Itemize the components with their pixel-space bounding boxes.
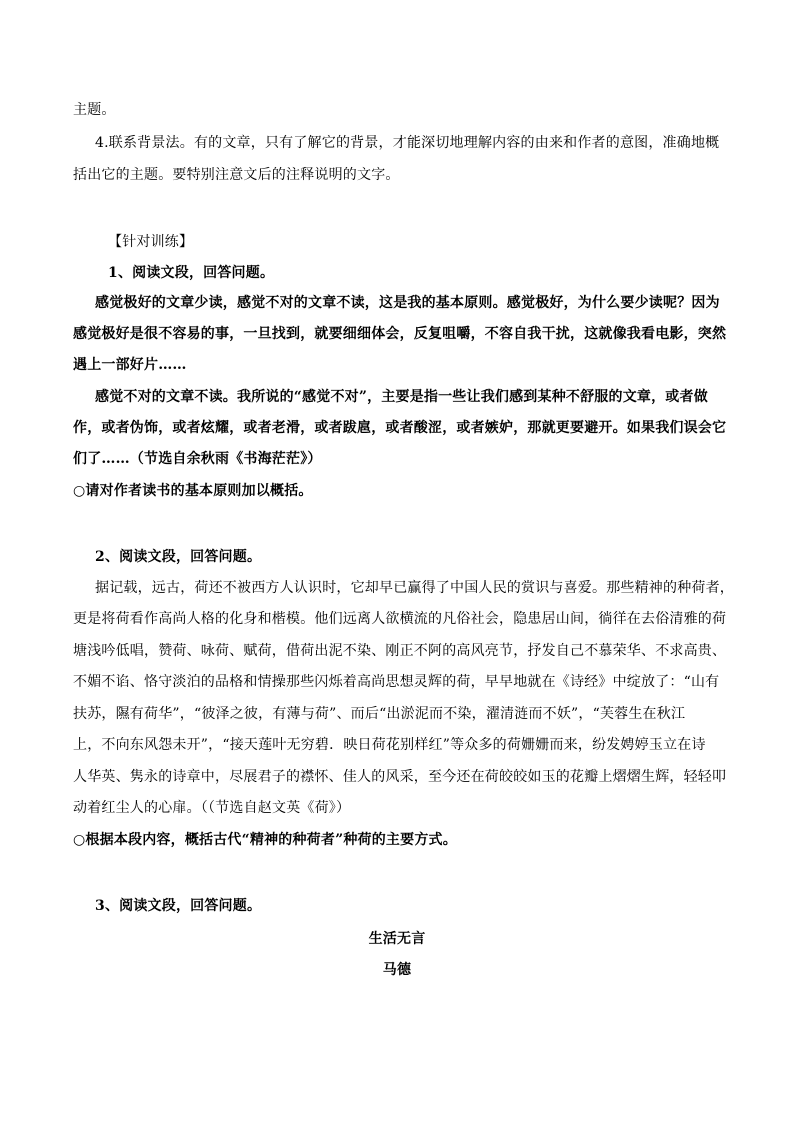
q2-line3: 塘浅吟低唱，赞荷、咏荷、赋荷，借荷出泥不染、刚正不阿的高风亮节，抒发自己不慕荣华、不求高贵、 — [73, 643, 727, 659]
q2-line2: 更是将荷看作高尚人格的化身和楷模。他们远离人欲横流的凡俗社会，隐患居山间，徜徉在去俗清雅的荷 — [73, 611, 727, 627]
q2-line6: 上，不向东风怨未开”，“接天莲叶无穷碧．映日荷花别样红”等众多的荷姗姗而来，纷发娉婷玉立在诗 — [73, 737, 706, 753]
question-1-prompt: ○请对作者读书的基本原则加以概括。 — [73, 483, 313, 499]
question-3-heading: 3、阅读文段，回答问题。 — [95, 898, 262, 914]
question-2-heading: 2、阅读文段，回答问题。 — [95, 549, 262, 565]
q1-para2-line1: 感觉不对的文章不读。我所说的“感觉不对”，主要是指一些让我们感到某种不舒服的文章，或者做 — [95, 389, 708, 405]
essay-title: 生活无言 — [368, 931, 426, 947]
q1-para1-line3: 遇上一部好片…… — [73, 357, 187, 373]
training-heading: 【针对训练】 — [108, 234, 194, 250]
q2-line4: 不媚不谄、恪守淡泊的品格和情操那些闪烁着高尚思想灵辉的荷，早早地就在《诗经》中绽放了：“山有 — [73, 674, 720, 690]
q1-para1-line1: 感觉极好的文章少读，感觉不对的文章不读，这是我的基本原则。感觉极好，为什么要少读呢？因为 — [95, 295, 720, 311]
q1-para2-line3: 们了……（节选自余秋雨《书海茫茫》） — [73, 451, 322, 467]
q1-para1-line2: 感觉极好是很不容易的事，一旦找到，就要细细体会，反复咀嚼，不容自我干扰，这就像我看电影，突然 — [73, 326, 727, 342]
intro-line: 主题。 — [73, 102, 116, 118]
method-4-line-2: 括出它的主题。要特别注意文后的注释说明的文字。 — [73, 167, 400, 183]
question-2-prompt: ○根据本段内容，概括古代“精神的种荷者”种荷的主要方式。 — [73, 832, 457, 848]
q2-line7: 人华英、隽永的诗章中，尽展君子的襟怀、佳人的风采，至今还在荷皎皎如玉的花瓣上熠熠生辉，轻轻叩 — [73, 769, 727, 785]
method-4-line-1: 4.联系背景法。有的文章，只有了解它的背景，才能深切地理解内容的由来和作者的意图，准确地概 — [95, 135, 720, 151]
q2-line5: 扶苏，隰有荷华”，“彼泽之彼，有薄与荷”、而后“出淤泥而不染，濯清涟而不妖”，“芙蓉生在秋江 — [73, 706, 686, 722]
q1-para2-line2: 作，或者伪饰，或者炫耀，或者老滑，或者跋扈，或者酸涩，或者嫉妒，那就更要避开。如果我们误会它 — [73, 420, 727, 436]
q2-line8: 动着红尘人的心扉。（（节选自赵文英《荷》） — [73, 800, 351, 816]
essay-author: 马德 — [382, 962, 412, 978]
question-1-heading: 1、阅读文段，回答问题。 — [108, 265, 275, 281]
q2-line1: 据记载，远古，荷还不被西方人认识时，它却早已赢得了中国人民的赏识与喜爱。那些精神的种荷者， — [95, 580, 734, 596]
